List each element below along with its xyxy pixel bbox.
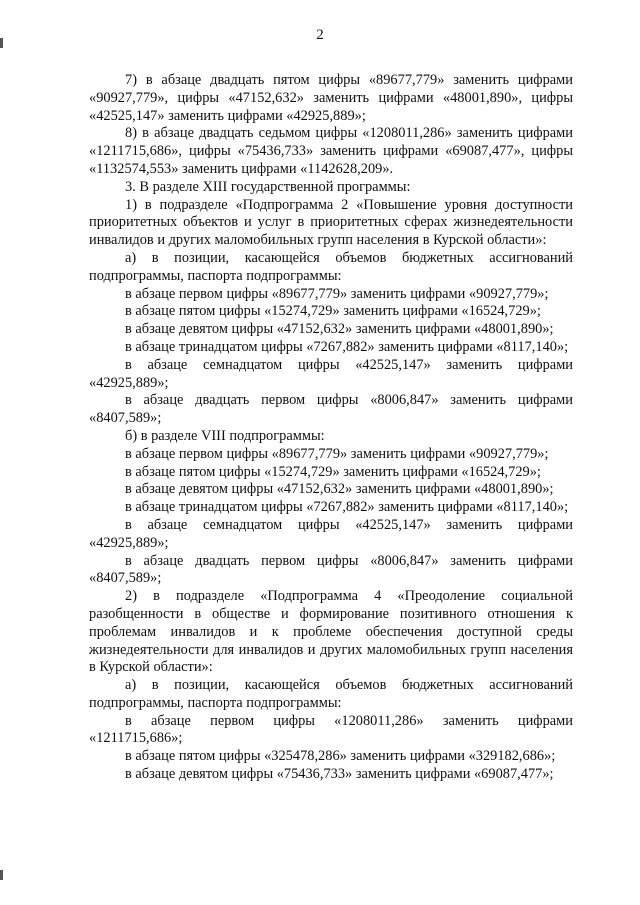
paragraph: в абзаце пятом цифры «325478,286» заменить цифрами «329182,686»; (125, 748, 556, 765)
paragraph: в абзаце первом цифры «89677,779» заменить цифрами «90927,779»; (125, 285, 549, 302)
section-heading: 3. В разделе XIII государственной программы: (125, 178, 411, 195)
paragraph: а) в позиции, касающейся объемов бюджетных ассигнований подпрограммы, паспорта подпрограммы: (89, 677, 573, 711)
paragraph: 1) в подразделе «Подпрограмма 2 «Повышение уровня доступности приоритетных объектов и услуг в приоритетных сферах жизнедеятельности инвалидов и других маломобильных групп населения в Курской области»: (89, 196, 573, 249)
paragraph: в абзаце пятом цифры «15274,729» заменить цифрами «16524,729»; (125, 303, 541, 320)
paragraph: в абзаце девятом цифры «47152,632» заменить цифрами «48001,890»; (125, 321, 554, 338)
page-number: 2 (316, 27, 324, 43)
paragraph: в абзаце пятом цифры «15274,729» заменить цифрами «16524,729»; (125, 463, 541, 480)
paragraph: в абзаце двадцать первом цифры «8006,847» заменить цифрами «8407,589»; (89, 392, 573, 427)
paragraph: 2) в подразделе «Подпрограмма 4 «Преодоление социальной разобщенности в обществе и формирование позитивного отношения к проблемам инвалидов и к проблеме обеспечения доступной среды жизнедеятельности для инвалидов и других маломобильных групп населения в Курской области»: (89, 588, 573, 676)
paragraph: б) в разделе VIII подпрограммы: (125, 427, 325, 444)
paragraph: в абзаце тринадцатом цифры «7267,882» заменить цифрами «8117,140»; (125, 499, 569, 516)
paragraph: 7) в абзаце двадцать пятом цифры «89677,779» заменить цифрами «90927,779», цифры «47152,632» заменить цифрами «48001,890», цифры «42525,147» заменить цифрами «42925,889»; (89, 72, 573, 124)
paragraph: в абзаце первом цифры «1208011,286» заменить цифрами «1211715,686»; (89, 712, 573, 747)
paragraph: в абзаце семнадцатом цифры «42525,147» заменить цифрами «42925,889»; (89, 356, 573, 391)
paragraph: в абзаце девятом цифры «47152,632» заменить цифрами «48001,890»; (125, 481, 554, 498)
paragraph: 8) в абзаце двадцать седьмом цифры «1208011,286» заменить цифрами «1211715,686», цифры «75436,733» заменить цифрами «69087,477», цифры «1132574,553» заменить цифрами «1142628,209». (89, 125, 573, 177)
paragraph: в абзаце двадцать первом цифры «8006,847» заменить цифрами «8407,589»; (89, 552, 573, 587)
paragraph: в абзаце семнадцатом цифры «42525,147» заменить цифрами «42925,889»; (89, 516, 573, 551)
paragraph: в абзаце тринадцатом цифры «7267,882» заменить цифрами «8117,140»; (125, 338, 569, 355)
scan-edge-mark (0, 870, 3, 880)
paragraph: в абзаце первом цифры «89677,779» заменить цифрами «90927,779»; (125, 445, 549, 462)
paragraph: а) в позиции, касающейся объемов бюджетных ассигнований подпрограммы, паспорта подпрограммы: (89, 249, 573, 284)
paragraph: в абзаце девятом цифры «75436,733» заменить цифрами «69087,477»; (125, 766, 554, 783)
document-body (89, 72, 573, 784)
